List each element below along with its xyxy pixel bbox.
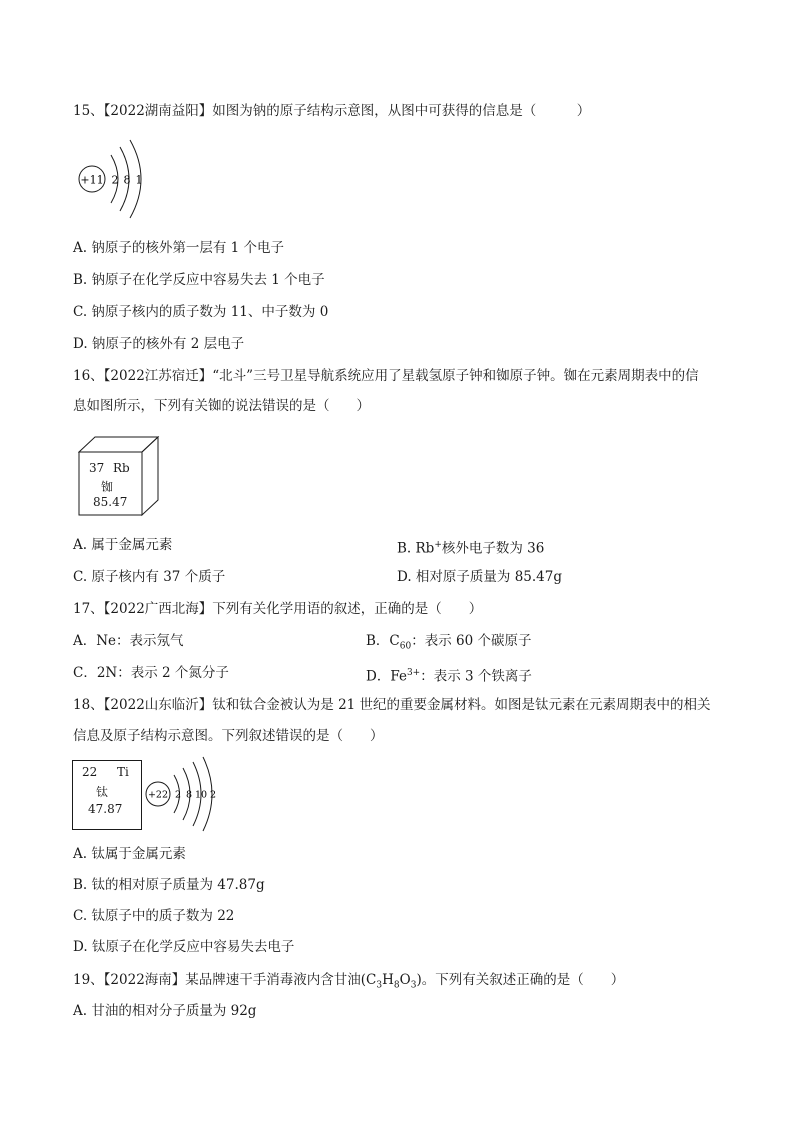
q15-nucleus-label: +11	[80, 173, 104, 187]
q15-stem: 15、【2022湖南益阳】如图为钠的原子结构示意图，从图中可获得的信息是（ ）	[73, 103, 591, 119]
q18-option-a: A. 钛属于金属元素	[73, 846, 186, 862]
q16-atomic-mass: 85.47	[93, 495, 128, 509]
q16-stem-line2: 息如图所示，下列有关铷的说法错误的是（ ）	[73, 398, 370, 414]
q16-atomic-number: 37	[89, 461, 105, 475]
q16-option-b: B. Rb+核外电子数为 36	[397, 540, 545, 557]
q17-stem: 17、【2022广西北海】下列有关化学用语的叙述，正确的是（ ）	[73, 601, 483, 617]
q18-stem-line2: 信息及原子结构示意图。下列叙述错误的是（ ）	[73, 728, 384, 744]
q18-element-name: 钛	[96, 785, 109, 799]
q15-option-c: C. 钠原子核内的质子数为 11、中子数为 0	[73, 304, 329, 320]
q18-option-d: D. 钛原子在化学反应中容易失去电子	[73, 939, 295, 955]
q18-shell-count-4: 2	[209, 789, 217, 801]
q15-shell-count-1: 2	[111, 173, 119, 187]
q19-option-a: A. 甘油的相对分子质量为 92g	[73, 1003, 257, 1019]
q15-option-d: D. 钠原子的核外有 2 层电子	[73, 336, 245, 352]
q17-option-c: C．2N：表示 2 个氮分子	[73, 665, 229, 681]
q17-option-b: B．$C_{60}$：表示 60 个碳原子	[366, 633, 532, 652]
q18-atomic-number: 22	[82, 765, 98, 779]
q15-sodium-atom-diagram	[74, 132, 164, 224]
q18-option-b: B. 钛的相对原子质量为 47.87g	[73, 877, 265, 893]
q17-option-a: A．Ne：表示氖气	[73, 633, 184, 649]
q18-atomic-mass: 47.87	[88, 802, 123, 816]
q16-option-a: A. 属于金属元素	[73, 537, 173, 553]
q18-shell-count-2: 8	[185, 789, 193, 801]
q16-option-c: C. 原子核内有 37 个质子	[73, 569, 226, 585]
q17-option-d: D．$Fe^{3+}$：表示 3 个铁离子	[366, 668, 532, 685]
q19-stem: 19、【2022海南】某品牌速干手消毒液内含甘油$(C_3H_8O_3)$。下列有关叙述正确的是（ ）	[73, 972, 625, 991]
q18-shell-count-1: 2	[174, 789, 182, 801]
q18-stem-line1: 18、【2022山东临沂】钛和钛合金被认为是 21 世纪的重要金属材料。如图是钛元素在元素周期表中的相关	[73, 697, 711, 713]
q15-option-b: B. 钠原子在化学反应中容易失去 1 个电子	[73, 272, 325, 288]
q18-option-c: C. 钛原子中的质子数为 22	[73, 908, 235, 924]
q16-option-d: D. 相对原子质量为 85.47g	[397, 569, 563, 585]
q16-element-symbol: Rb	[113, 461, 130, 475]
q15-option-a: A. 钠原子的核外第一层有 1 个电子	[73, 240, 285, 256]
q18-shell-count-3: 10	[194, 789, 208, 801]
q18-element-symbol: Ti	[117, 765, 129, 779]
q16-cube-side	[142, 437, 158, 515]
q16-element-name: 铷	[101, 480, 114, 494]
q16-cube-top	[79, 437, 158, 452]
q15-shell-count-3: 1	[135, 173, 143, 187]
q16-stem-line1: 16、【2022江苏宿迁】“北斗”三号卫星导航系统应用了星载氢原子钟和铷原子钟。铷在元素周期表中的信	[73, 368, 699, 384]
q15-shell-count-2: 8	[123, 173, 131, 187]
q18-titanium-atom-diagram	[143, 754, 225, 834]
q18-nucleus-label: +22	[147, 789, 169, 801]
